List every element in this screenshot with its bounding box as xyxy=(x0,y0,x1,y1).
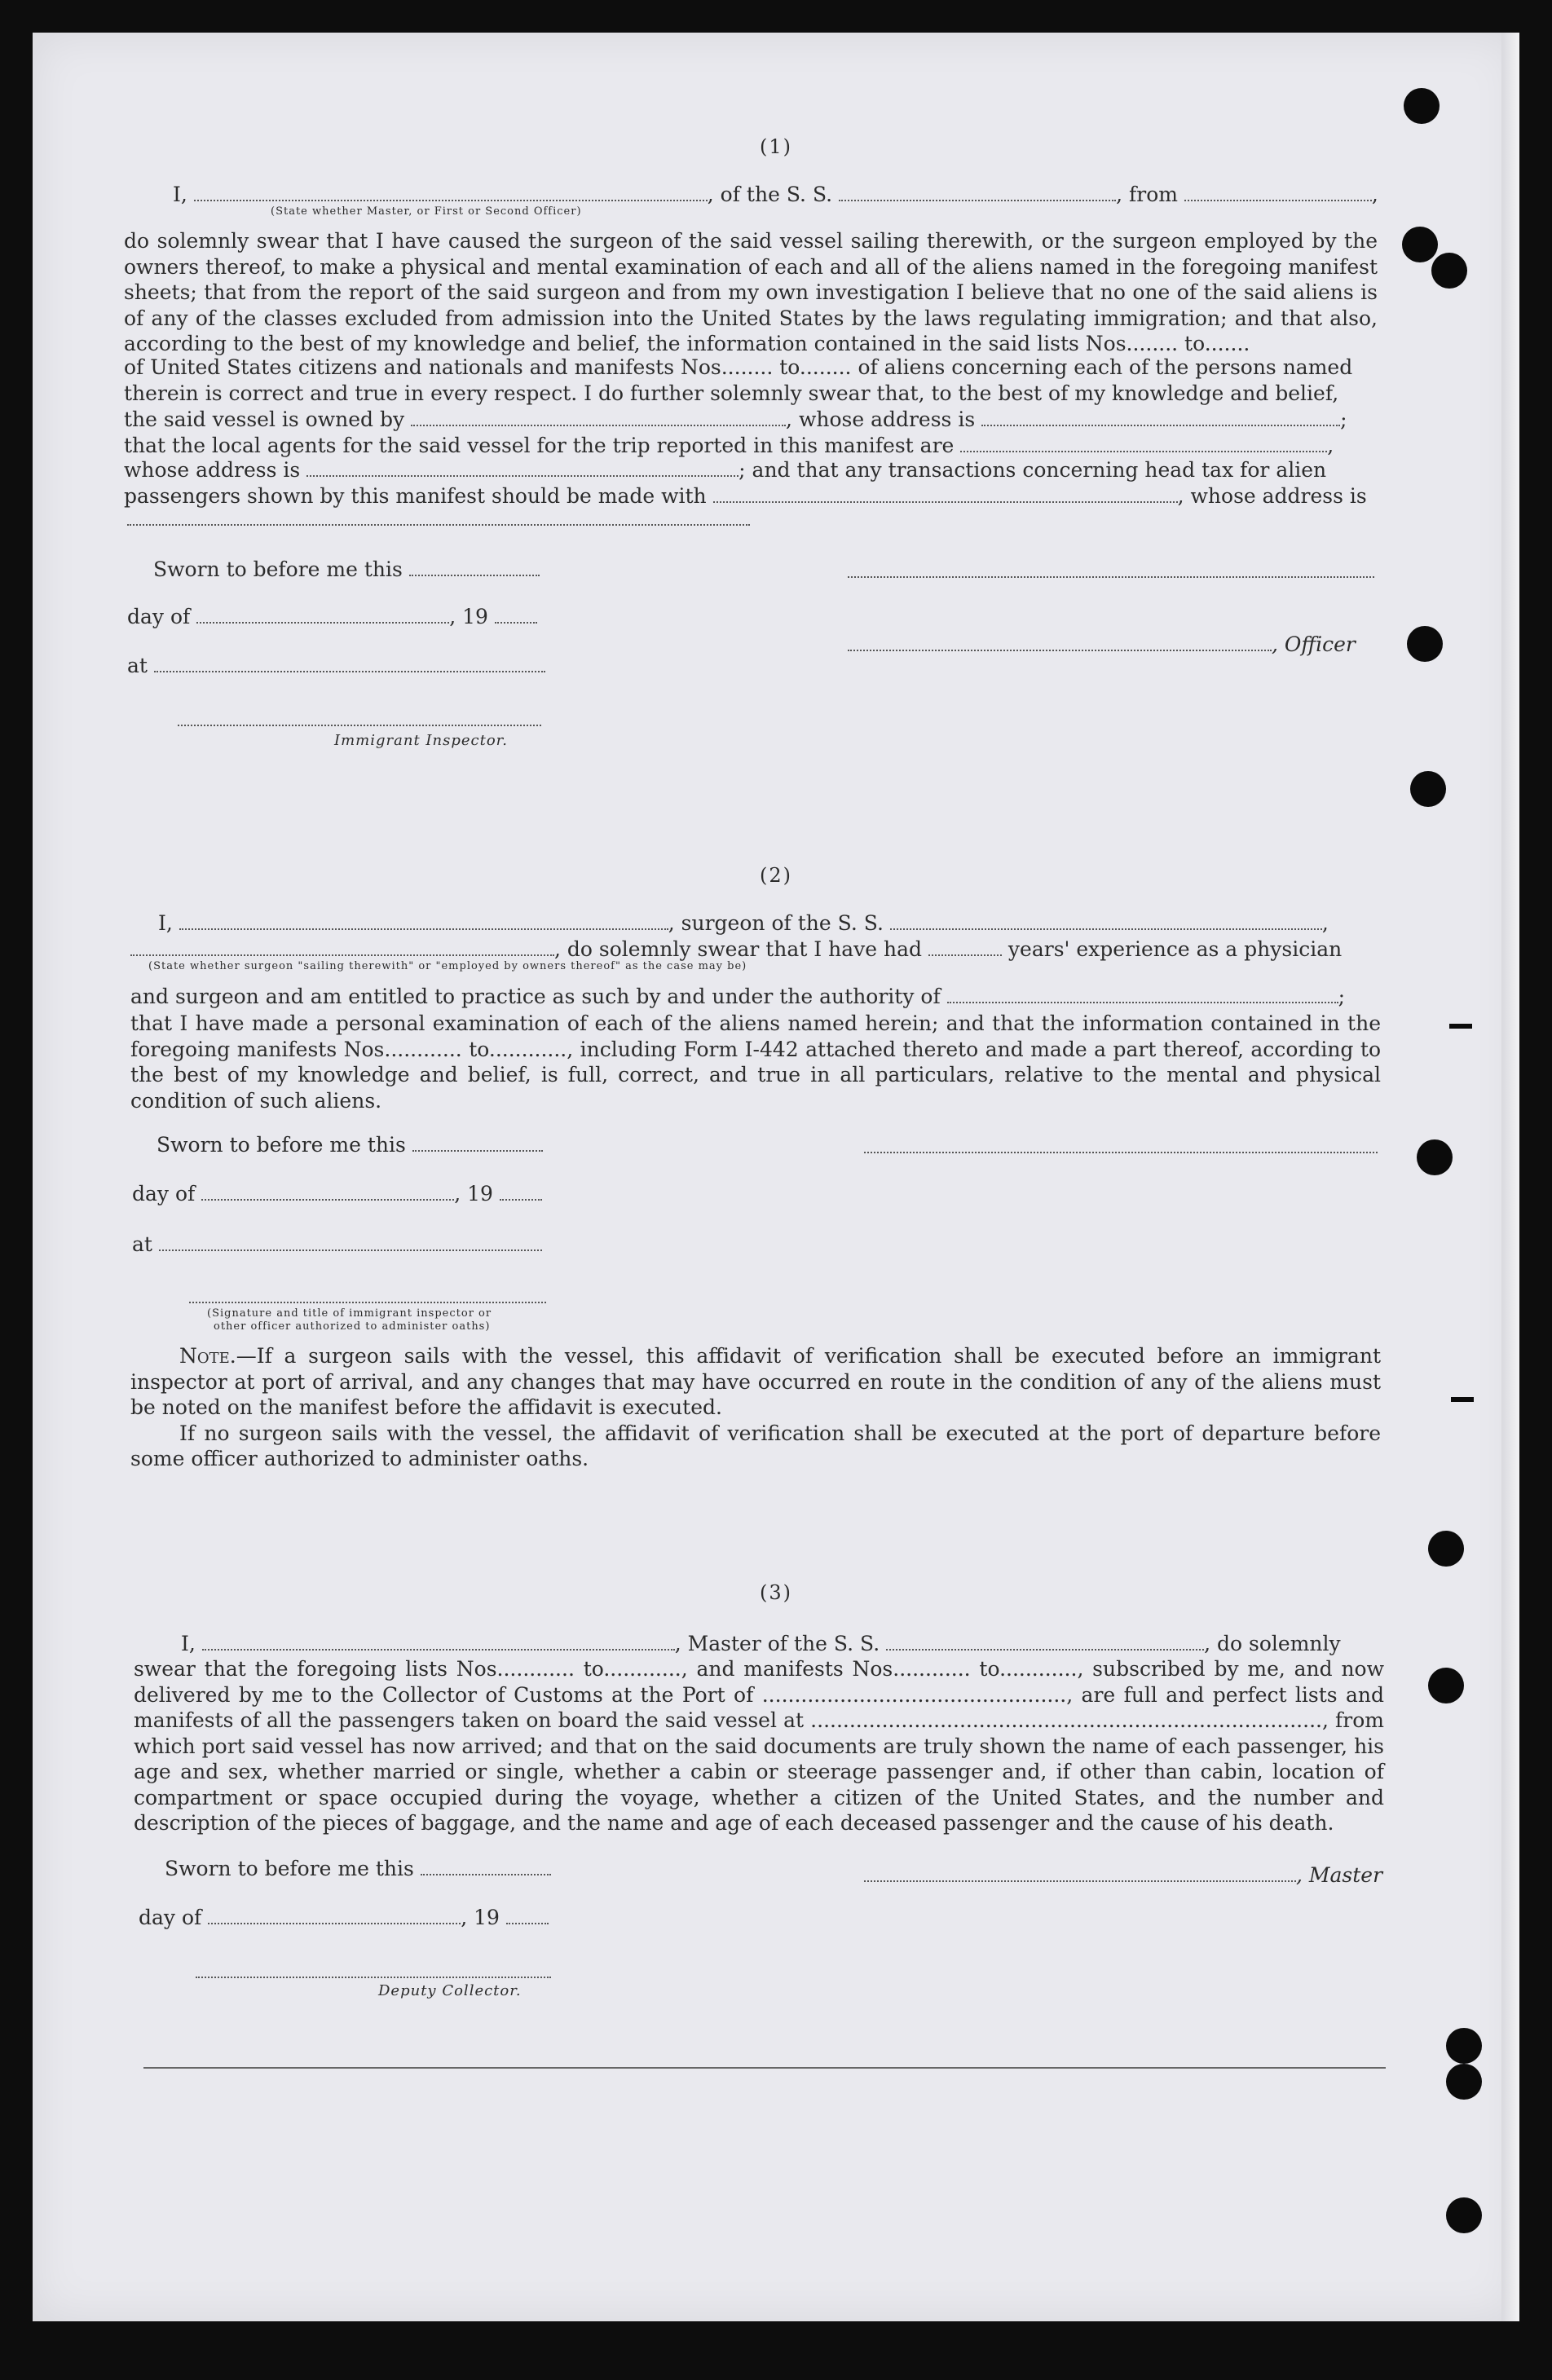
officer-signature-top[interactable] xyxy=(848,575,1374,578)
citizens-line: of United States citizens and nationals and manifests Nos........ to........ of aliens concerning each of the persons named xyxy=(124,355,1353,379)
sworn-line xyxy=(165,1857,551,1880)
year-field[interactable] xyxy=(506,1906,549,1924)
binder-hole xyxy=(1407,626,1443,662)
pronoun-label: I, xyxy=(181,1632,196,1655)
agents-field[interactable] xyxy=(960,434,1327,452)
officer-signature-field[interactable] xyxy=(848,633,1272,651)
at-line xyxy=(127,654,545,677)
day-label: day of xyxy=(127,605,191,628)
authority-field[interactable] xyxy=(947,985,1338,1003)
master-label: , Master xyxy=(1296,1863,1383,1887)
binder-hole xyxy=(1446,2197,1482,2233)
binder-hole xyxy=(1417,1139,1453,1175)
ship-name-field[interactable] xyxy=(839,183,1116,201)
surgeon-status-field[interactable] xyxy=(130,938,554,956)
departure-port-field[interactable] xyxy=(1184,183,1372,201)
field-caption: (State whether surgeon "sailing therewith" or "employed by owners thereof" as the case may be) xyxy=(148,960,747,972)
section-number: (2) xyxy=(760,864,792,887)
at-line xyxy=(132,1232,542,1256)
binder-hole xyxy=(1446,2028,1482,2064)
officer-label: , Officer xyxy=(1272,632,1356,656)
day-field[interactable] xyxy=(208,1906,461,1924)
year-label: , 19 xyxy=(454,1182,493,1205)
solemnly-label: , do solemnly xyxy=(1204,1632,1341,1655)
surgeon-ship-field[interactable] xyxy=(890,912,1322,930)
master-line xyxy=(181,1632,1341,1655)
binder-hole xyxy=(1402,227,1438,262)
collector-caption: Deputy Collector. xyxy=(378,1982,522,1999)
surgeon-ship-label: , surgeon of the S. S. xyxy=(668,911,884,935)
binder-hole xyxy=(1428,1668,1464,1703)
year-field[interactable] xyxy=(500,1183,542,1201)
master-name-field[interactable] xyxy=(202,1633,675,1651)
binder-hole xyxy=(1410,771,1446,807)
binder-hole xyxy=(1446,2064,1482,2100)
master-signature-field[interactable] xyxy=(864,1864,1296,1882)
binder-mark xyxy=(1449,1024,1472,1029)
signature-caption: (Signature and title of immigrant inspector or xyxy=(207,1307,492,1320)
agents-line: that the local agents for the said vessel for the trip reported in this manifest are , xyxy=(124,434,1334,457)
head-tax-label: ; and that any transactions concerning head tax for alien xyxy=(739,458,1327,482)
year-label: , 19 xyxy=(461,1906,500,1929)
inspector-signature-field[interactable] xyxy=(189,1301,546,1303)
day-line xyxy=(127,605,537,628)
sworn-date-field[interactable] xyxy=(412,1134,543,1152)
day-field[interactable] xyxy=(201,1183,454,1201)
master-ship-field[interactable] xyxy=(886,1633,1204,1651)
bottom-rule xyxy=(143,2067,1386,2069)
sworn-date-field[interactable] xyxy=(421,1858,551,1875)
page-edge xyxy=(1501,33,1519,2321)
name-field[interactable] xyxy=(194,183,708,201)
collector-signature-field[interactable] xyxy=(196,1976,551,1978)
owner-address-label: , whose address is xyxy=(786,408,976,431)
sworn-line xyxy=(157,1133,543,1157)
at-field[interactable] xyxy=(159,1233,542,1251)
day-line xyxy=(139,1906,549,1929)
inspector-signature-field[interactable] xyxy=(178,724,541,726)
sworn-label: Sworn to before me this xyxy=(157,1133,406,1157)
years-label: years' experience as a physician xyxy=(1007,937,1343,961)
section-number: (3) xyxy=(760,1581,792,1604)
years-field[interactable] xyxy=(928,938,1002,956)
head-tax-line xyxy=(124,484,1367,508)
from-label: , from xyxy=(1116,183,1178,206)
note-text-2: If no surgeon sails with the vessel, the affidavit of verification shall be executed at the port of departure before some officer authorized to administer oaths. xyxy=(130,1421,1381,1470)
ship-label: , of the S. S. xyxy=(707,183,833,206)
note-paragraph xyxy=(130,1343,1381,1472)
surgeon-line: I, , surgeon of the S. S. , xyxy=(158,911,1329,935)
head-tax-agent-field[interactable] xyxy=(713,485,1178,503)
head-tax-address-label: , whose address is xyxy=(1177,484,1367,508)
owner-line: the said vessel is owned by , whose address is ; xyxy=(124,408,1347,431)
manifest-paragraph: swear that the foregoing lists Nos............ to............, and manifests Nos............ to............, subscribed by me, and now delivered by me to the Collector of Customs at the Port of ..............................................., are full and perfect lists and manifests of all the passengers taken on board the said vessel at ..............................................................................., from which port said vessel has now arrived; and that on the said documents are truly shown the name of each passenger, his age and sex, whether married or single, whether a cabin or steerage passenger and, if other than cabin, location of compartment or space occupied during the voyage, whether a citizen of the United States, and the number and description of the pieces of baggage, and the name and age of each deceased passenger and the cause of his death. xyxy=(134,1657,1384,1835)
inspector-caption: Immigrant Inspector. xyxy=(334,732,509,749)
agent-address-label: whose address is xyxy=(124,458,301,482)
pronoun-label: I, xyxy=(173,183,187,206)
master-signature-line xyxy=(864,1863,1382,1887)
at-field[interactable] xyxy=(154,654,545,672)
at-label: at xyxy=(132,1232,152,1256)
note-label: Note. xyxy=(179,1344,236,1368)
year-field[interactable] xyxy=(495,606,537,624)
experience-line xyxy=(130,937,1342,961)
therein-line: therein is correct and true in every respect. I do further solemnly swear that, to the best of my knowledge and belief, xyxy=(124,381,1339,405)
binder-mark xyxy=(1451,1397,1474,1402)
section-number: (1) xyxy=(760,135,792,158)
faded-header-stamp xyxy=(994,65,1451,130)
field-caption: (State whether Master, or First or Second Officer) xyxy=(271,205,582,218)
note-body: —If a surgeon sails with the vessel, this affidavit of verification shall be executed before an immigrant inspector at port of arrival, and any changes that may have occurred en route in the condition of any of the aliens must be noted on the manifest before the affidavit is executed. xyxy=(130,1344,1381,1419)
head-tax-address-field[interactable] xyxy=(127,523,750,526)
examination-paragraph: that I have made a personal examination of each of the aliens named herein; and that the information contained in the foregoing manifests Nos............ to............, including Form I-442 attached thereto and made a part thereof, according to the best of my knowledge and belief, is full, correct, and true in all particulars, relative to the mental and physical condition of such aliens. xyxy=(130,1012,1381,1113)
agent-address-line xyxy=(124,458,1326,482)
master-ship-label: , Master of the S. S. xyxy=(674,1632,880,1655)
sworn-label: Sworn to before me this xyxy=(153,558,403,581)
surgeon-signature-field[interactable] xyxy=(864,1151,1378,1153)
note-text xyxy=(130,1343,1381,1421)
head-tax-with-label: passengers shown by this manifest should be made with xyxy=(124,484,707,508)
authority-label: and surgeon and am entitled to practice as such by and under the authority of xyxy=(130,985,941,1008)
sworn-line xyxy=(153,558,540,581)
surgeon-name-field[interactable] xyxy=(179,912,668,930)
binder-hole xyxy=(1428,1531,1464,1567)
authority-line: and surgeon and am entitled to practice as such by and under the authority of ; xyxy=(130,985,1346,1008)
owner-address-field[interactable] xyxy=(981,408,1340,426)
agents-label: that the local agents for the said vessel for the trip reported in this manifest are xyxy=(124,434,955,457)
sworn-label: Sworn to before me this xyxy=(165,1857,414,1880)
officer-line xyxy=(848,632,1356,656)
binder-hole xyxy=(1404,88,1440,124)
day-field[interactable] xyxy=(196,606,449,624)
day-label: day of xyxy=(132,1182,196,1205)
oath-line: I, , of the S. S. , from , xyxy=(173,183,1378,206)
signature-caption: other officer authorized to administer oaths) xyxy=(214,1320,491,1333)
day-line xyxy=(132,1182,542,1205)
swear-label: , do solemnly swear that I have had xyxy=(554,937,923,961)
sworn-date-field[interactable] xyxy=(409,558,540,576)
owner-field[interactable] xyxy=(411,408,786,426)
oath-paragraph: do solemnly swear that I have caused the surgeon of the said vessel sailing therewith, or the surgeon employed by the owners thereof, to make a physical and mental examination of each and all of the aliens named in the foregoing manifest sheets; that from the report of the said surgeon and from my own investigation I believe that no one of the said aliens is of any of the classes excluded from admission into the United States by the laws regulating immigration; and that also, according to the best of my knowledge and belief, the information contained in the said lists Nos........ to....... xyxy=(124,229,1378,355)
binder-hole xyxy=(1431,253,1467,289)
agent-address-field[interactable] xyxy=(306,459,739,477)
year-label: , 19 xyxy=(449,605,488,628)
day-label: day of xyxy=(139,1906,202,1929)
at-label: at xyxy=(127,654,148,677)
owner-label: the said vessel is owned by xyxy=(124,408,405,431)
pronoun-label: I, xyxy=(158,911,173,935)
